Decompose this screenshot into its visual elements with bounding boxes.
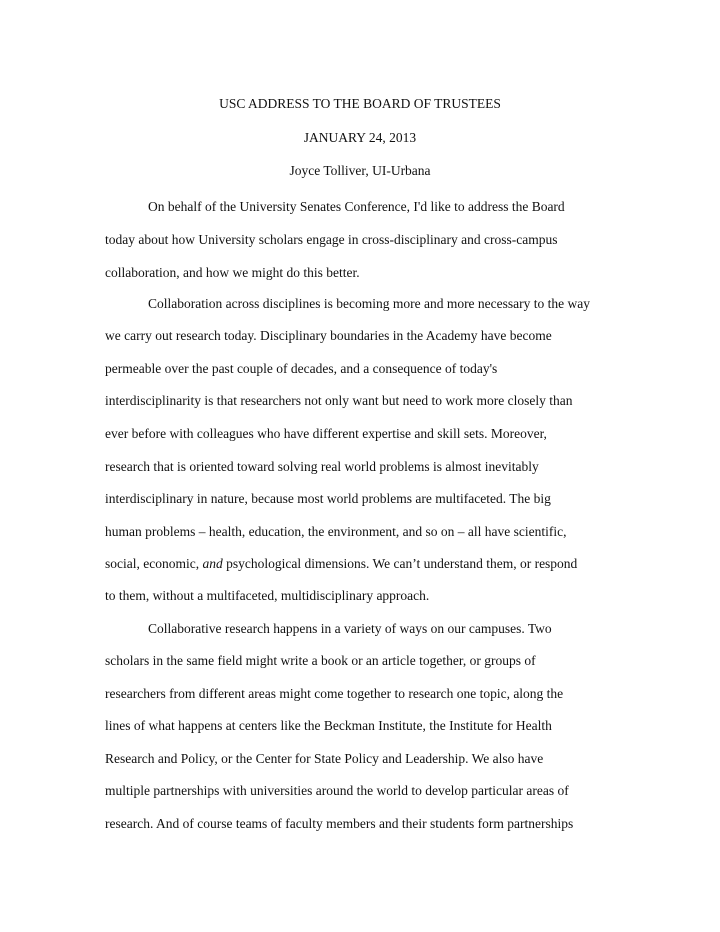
body-line: lines of what happens at centers like the Beckman Institute, the Institute for Health xyxy=(105,718,552,733)
body-line: we carry out research today. Disciplinary boundaries in the Academy have become xyxy=(105,328,552,343)
body-line: multiple partnerships with universities around the world to develop particular areas of xyxy=(105,783,569,798)
body-line: human problems – health, education, the environment, and so on – all have scientific, xyxy=(105,524,567,539)
body-line: Collaborative research happens in a variety of ways on our campuses. Two xyxy=(148,621,552,636)
body-line: permeable over the past couple of decades, and a consequence of today's xyxy=(105,361,498,376)
body-line: researchers from different areas might come together to research one topic, along the xyxy=(105,686,564,701)
body-line: ever before with colleagues who have different expertise and skill sets. Moreover, xyxy=(105,426,547,441)
document-title: USC ADDRESS TO THE BOARD OF TRUSTEES xyxy=(219,96,501,111)
body-line: interdisciplinarity is that researchers not only want but need to work more closely than xyxy=(105,393,573,408)
body-line: scholars in the same field might write a book or an article together, or groups of xyxy=(105,653,536,668)
body-line: collaboration, and how we might do this better. xyxy=(105,265,360,280)
body-line: today about how University scholars engage in cross-disciplinary and cross-campus xyxy=(105,232,558,247)
body-line: to them, without a multifaceted, multidisciplinary approach. xyxy=(105,588,430,603)
body-line: research. And of course teams of faculty members and their students form partnerships xyxy=(105,816,574,831)
document-author: Joyce Tolliver, UI-Urbana xyxy=(289,163,431,178)
body-line: interdisciplinary in nature, because most world problems are multifaceted. The big xyxy=(105,491,551,506)
body-line-segment: psychological dimensions. We can’t understand them, or respond xyxy=(222,556,578,571)
document-date: JANUARY 24, 2013 xyxy=(303,130,417,145)
body-line xyxy=(105,556,577,572)
body-line: research that is oriented toward solving real world problems is almost inevitably xyxy=(105,459,539,474)
body-line: Research and Policy, or the Center for State Policy and Leadership. We also have xyxy=(105,751,544,766)
body-line: Collaboration across disciplines is becoming more and more necessary to the way xyxy=(148,296,591,311)
emphasis-word: and xyxy=(202,556,223,571)
body-line-segment: social, economic, xyxy=(105,556,203,571)
body-line: On behalf of the University Senates Conference, I'd like to address the Board xyxy=(148,199,565,214)
